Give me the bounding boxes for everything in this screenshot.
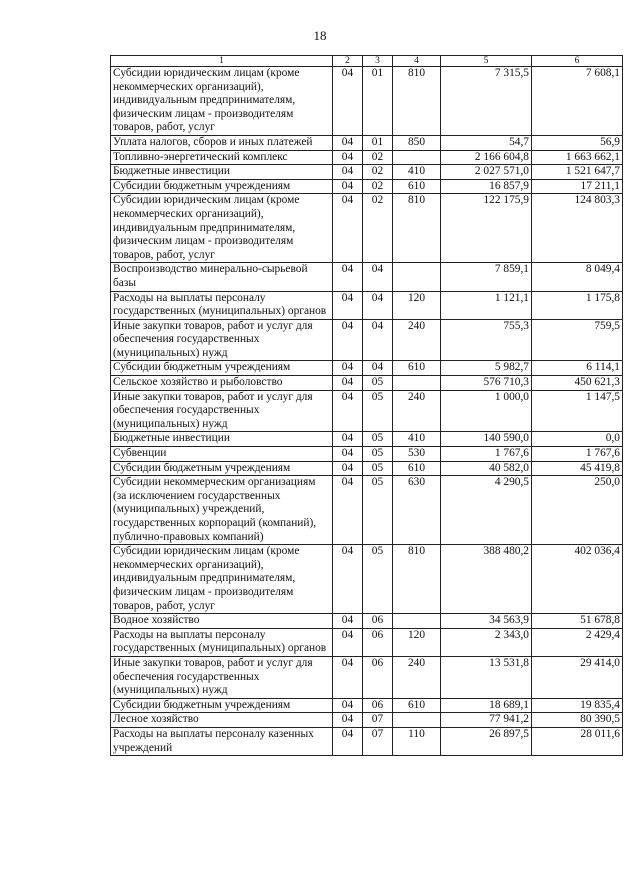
row-section: 04 [333, 376, 363, 391]
row-name: Лесное хозяйство [111, 713, 333, 728]
row-name: Топливно-энергетический комплекс [111, 150, 333, 165]
row-subsection: 05 [363, 476, 393, 545]
row-expense-type: 240 [393, 656, 441, 698]
header-row [111, 56, 623, 67]
table-row [111, 698, 623, 713]
row-section: 04 [333, 628, 363, 656]
row-expense-type: 240 [393, 390, 441, 432]
row-section: 04 [333, 461, 363, 476]
row-section: 04 [333, 713, 363, 728]
table-row [111, 67, 623, 136]
row-amount-2: 19 835,4 [532, 698, 623, 713]
row-section: 04 [333, 67, 363, 136]
row-name: Уплата налогов, сборов и иных платежей [111, 135, 333, 150]
row-section: 04 [333, 291, 363, 319]
header-col-3: 3 [363, 56, 393, 67]
row-section: 04 [333, 545, 363, 614]
header-col-6: 6 [532, 56, 623, 67]
row-amount-1: 122 175,9 [441, 194, 532, 263]
row-amount-1: 1 767,6 [441, 447, 532, 462]
row-name: Воспроизводство минерально-сырьевой базы [111, 263, 333, 291]
row-amount-1: 2 343,0 [441, 628, 532, 656]
row-subsection: 02 [363, 150, 393, 165]
row-amount-1: 16 857,9 [441, 179, 532, 194]
table-row [111, 461, 623, 476]
row-name: Субсидии юридическим лицам (кроме некоммерческих организаций), индивидуальным предпринимателям, физическим лицам - производителям товаров, работ, услуг [111, 194, 333, 263]
row-amount-2: 29 414,0 [532, 656, 623, 698]
row-section: 04 [333, 165, 363, 180]
row-amount-2: 250,0 [532, 476, 623, 545]
row-amount-1: 7 859,1 [441, 263, 532, 291]
row-amount-1: 2 166 604,8 [441, 150, 532, 165]
row-amount-1: 7 315,5 [441, 67, 532, 136]
table-row [111, 194, 623, 263]
row-name: Субсидии юридическим лицам (кроме некоммерческих организаций), индивидуальным предпринимателям, физическим лицам - производителям товаров, работ, услуг [111, 67, 333, 136]
row-name: Расходы на выплаты персоналу государственных (муниципальных) органов [111, 291, 333, 319]
table-row [111, 263, 623, 291]
row-amount-1: 140 590,0 [441, 432, 532, 447]
row-amount-1: 1 000,0 [441, 390, 532, 432]
row-amount-1: 77 941,2 [441, 713, 532, 728]
row-section: 04 [333, 150, 363, 165]
row-name: Субсидии юридическим лицам (кроме некоммерческих организаций), индивидуальным предпринимателям, физическим лицам - производителям товаров, работ, услуг [111, 545, 333, 614]
table-row [111, 628, 623, 656]
row-section: 04 [333, 390, 363, 432]
table-body [111, 67, 623, 756]
row-expense-type: 410 [393, 165, 441, 180]
row-name: Расходы на выплаты персоналу казенных учреждений [111, 727, 333, 755]
row-subsection: 01 [363, 135, 393, 150]
row-amount-1: 4 290,5 [441, 476, 532, 545]
row-amount-2: 7 608,1 [532, 67, 623, 136]
row-subsection: 04 [363, 263, 393, 291]
table-row [111, 656, 623, 698]
row-expense-type [393, 713, 441, 728]
row-expense-type: 410 [393, 432, 441, 447]
row-section: 04 [333, 194, 363, 263]
table-row [111, 476, 623, 545]
table-row [111, 432, 623, 447]
row-expense-type: 810 [393, 194, 441, 263]
row-section: 04 [333, 319, 363, 361]
row-name: Иные закупки товаров, работ и услуг для обеспечения государственных (муниципальных) нужд [111, 390, 333, 432]
row-amount-2: 2 429,4 [532, 628, 623, 656]
table-row [111, 727, 623, 755]
table-row [111, 150, 623, 165]
row-subsection: 02 [363, 165, 393, 180]
table-row [111, 376, 623, 391]
row-subsection: 05 [363, 545, 393, 614]
row-amount-1: 13 531,8 [441, 656, 532, 698]
row-amount-2: 0,0 [532, 432, 623, 447]
row-section: 04 [333, 656, 363, 698]
row-amount-2: 1 175,8 [532, 291, 623, 319]
row-subsection: 04 [363, 319, 393, 361]
row-subsection: 07 [363, 713, 393, 728]
row-amount-2: 1 521 647,7 [532, 165, 623, 180]
table-row [111, 390, 623, 432]
row-section: 04 [333, 476, 363, 545]
row-section: 04 [333, 179, 363, 194]
table-row [111, 291, 623, 319]
row-section: 04 [333, 698, 363, 713]
row-name: Субсидии бюджетным учреждениям [111, 361, 333, 376]
row-expense-type [393, 614, 441, 629]
table-row [111, 165, 623, 180]
row-amount-2: 1 767,6 [532, 447, 623, 462]
row-section: 04 [333, 447, 363, 462]
row-amount-1: 1 121,1 [441, 291, 532, 319]
row-subsection: 02 [363, 179, 393, 194]
row-amount-2: 45 419,8 [532, 461, 623, 476]
row-amount-1: 18 689,1 [441, 698, 532, 713]
row-section: 04 [333, 432, 363, 447]
row-subsection: 05 [363, 461, 393, 476]
row-section: 04 [333, 263, 363, 291]
row-expense-type: 610 [393, 179, 441, 194]
header-col-4: 4 [393, 56, 441, 67]
row-amount-1: 40 582,0 [441, 461, 532, 476]
row-amount-1: 54,7 [441, 135, 532, 150]
budget-table [110, 55, 623, 756]
row-section: 04 [333, 361, 363, 376]
row-expense-type: 120 [393, 628, 441, 656]
row-subsection: 01 [363, 67, 393, 136]
row-section: 04 [333, 727, 363, 755]
row-subsection: 06 [363, 628, 393, 656]
header-col-2: 2 [333, 56, 363, 67]
row-expense-type: 810 [393, 545, 441, 614]
row-amount-2: 8 049,4 [532, 263, 623, 291]
row-amount-1: 34 563,9 [441, 614, 532, 629]
row-name: Субсидии бюджетным учреждениям [111, 461, 333, 476]
table-row [111, 447, 623, 462]
header-col-5: 5 [441, 56, 532, 67]
row-subsection: 05 [363, 390, 393, 432]
row-name: Субсидии бюджетным учреждениям [111, 179, 333, 194]
row-amount-1: 2 027 571,0 [441, 165, 532, 180]
row-subsection: 06 [363, 614, 393, 629]
row-amount-2: 1 147,5 [532, 390, 623, 432]
page-number: 18 [313, 28, 327, 43]
row-amount-2: 1 663 662,1 [532, 150, 623, 165]
row-name: Бюджетные инвестиции [111, 165, 333, 180]
table-row [111, 713, 623, 728]
row-amount-2: 759,5 [532, 319, 623, 361]
table-row [111, 135, 623, 150]
row-amount-1: 388 480,2 [441, 545, 532, 614]
row-name: Водное хозяйство [111, 614, 333, 629]
row-subsection: 02 [363, 194, 393, 263]
row-expense-type: 630 [393, 476, 441, 545]
row-amount-2: 28 011,6 [532, 727, 623, 755]
row-expense-type: 120 [393, 291, 441, 319]
row-amount-2: 450 621,3 [532, 376, 623, 391]
row-name: Субвенции [111, 447, 333, 462]
row-amount-1: 26 897,5 [441, 727, 532, 755]
row-expense-type: 850 [393, 135, 441, 150]
table-header [111, 56, 623, 67]
row-expense-type: 610 [393, 361, 441, 376]
row-section: 04 [333, 135, 363, 150]
row-name: Субсидии бюджетным учреждениям [111, 698, 333, 713]
row-name: Расходы на выплаты персоналу государственных (муниципальных) органов [111, 628, 333, 656]
row-amount-1: 5 982,7 [441, 361, 532, 376]
row-subsection: 07 [363, 727, 393, 755]
row-expense-type [393, 376, 441, 391]
row-expense-type: 240 [393, 319, 441, 361]
table-row [111, 545, 623, 614]
row-subsection: 06 [363, 656, 393, 698]
row-expense-type: 810 [393, 67, 441, 136]
row-name: Сельское хозяйство и рыболовство [111, 376, 333, 391]
row-amount-2: 17 211,1 [532, 179, 623, 194]
table-row [111, 614, 623, 629]
row-amount-1: 755,3 [441, 319, 532, 361]
header-col-1: 1 [111, 56, 333, 67]
row-expense-type [393, 150, 441, 165]
row-expense-type: 530 [393, 447, 441, 462]
row-amount-2: 6 114,1 [532, 361, 623, 376]
row-subsection: 06 [363, 698, 393, 713]
row-name: Иные закупки товаров, работ и услуг для обеспечения государственных (муниципальных) нужд [111, 319, 333, 361]
row-section: 04 [333, 614, 363, 629]
row-subsection: 05 [363, 376, 393, 391]
row-expense-type: 610 [393, 461, 441, 476]
row-name: Бюджетные инвестиции [111, 432, 333, 447]
row-amount-2: 51 678,8 [532, 614, 623, 629]
row-subsection: 04 [363, 291, 393, 319]
row-expense-type: 610 [393, 698, 441, 713]
row-subsection: 05 [363, 447, 393, 462]
table-row [111, 319, 623, 361]
row-amount-2: 402 036,4 [532, 545, 623, 614]
table-row [111, 179, 623, 194]
row-amount-2: 56,9 [532, 135, 623, 150]
row-amount-2: 80 390,5 [532, 713, 623, 728]
row-amount-1: 576 710,3 [441, 376, 532, 391]
row-amount-2: 124 803,3 [532, 194, 623, 263]
row-expense-type: 110 [393, 727, 441, 755]
row-subsection: 04 [363, 361, 393, 376]
row-expense-type [393, 263, 441, 291]
row-name: Субсидии некоммерческим организациям (за исключением государственных (муниципальных) учреждений, государственных корпораций (компаний), публично-правовых компаний) [111, 476, 333, 545]
row-name: Иные закупки товаров, работ и услуг для обеспечения государственных (муниципальных) нужд [111, 656, 333, 698]
table-row [111, 361, 623, 376]
row-subsection: 05 [363, 432, 393, 447]
